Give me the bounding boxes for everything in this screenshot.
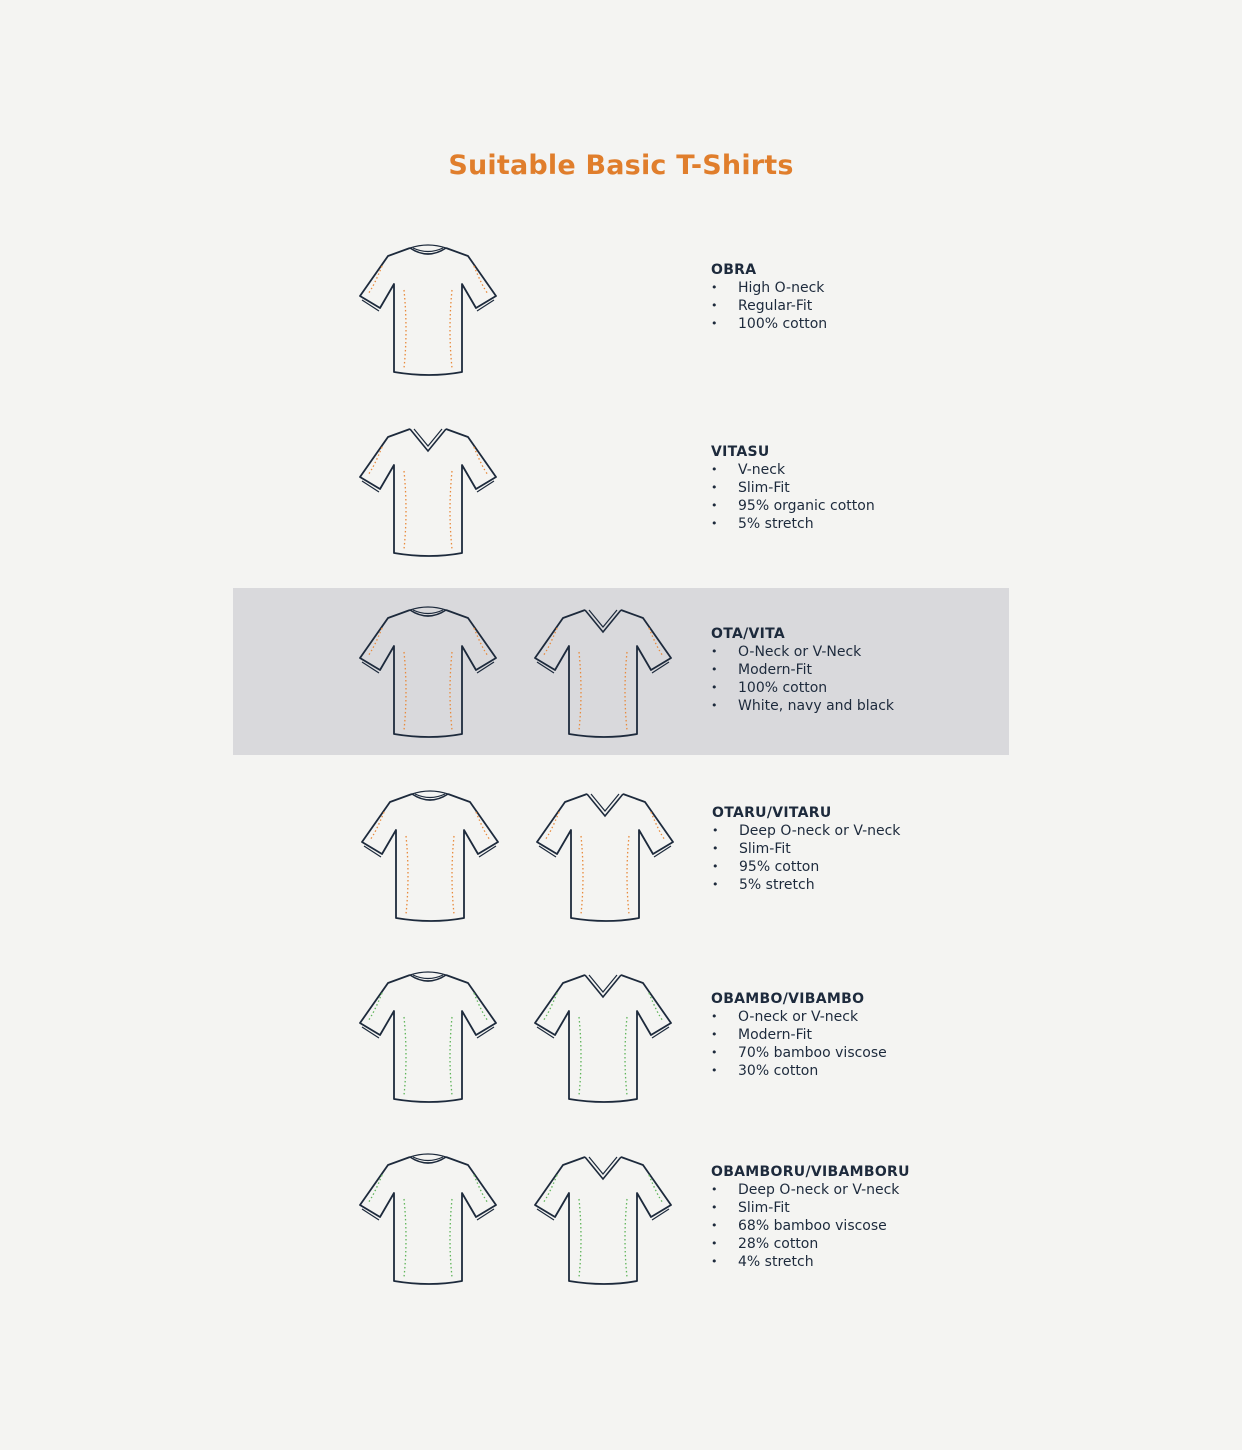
feature-item: • O-Neck or V-Neck	[711, 643, 894, 661]
feature-item: • Regular-Fit	[711, 297, 827, 315]
feature-item: • Slim-Fit	[711, 1199, 910, 1217]
feature-item: • Slim-Fit	[711, 479, 875, 497]
feature-item: • Modern-Fit	[711, 661, 894, 679]
feature-item: • 30% cotton	[711, 1062, 887, 1080]
model-row-obra	[233, 230, 1009, 390]
feature-item: • O-neck or V-neck	[711, 1008, 887, 1026]
feature-list	[711, 643, 894, 715]
model-info	[711, 443, 875, 533]
feature-item: • 5% stretch	[712, 876, 900, 894]
model-row-ota-vita	[233, 588, 1009, 755]
feature-item: • Deep O-neck or V-neck	[712, 822, 900, 840]
feature-list	[711, 461, 875, 533]
model-info	[711, 1163, 910, 1271]
v-neck-tshirt-icon	[528, 965, 678, 1105]
v-neck-tshirt-icon	[530, 784, 680, 924]
model-info	[711, 990, 887, 1080]
model-name: OTA/VITA	[711, 626, 786, 642]
feature-item: • 100% cotton	[711, 679, 894, 697]
feature-item: • White, navy and black	[711, 697, 894, 715]
model-row-obambo-vibambo	[233, 955, 1009, 1115]
feature-item: • 5% stretch	[711, 515, 875, 533]
o-neck-tshirt-icon	[353, 238, 503, 378]
v-neck-tshirt-icon	[353, 419, 503, 559]
feature-list	[711, 1181, 910, 1271]
o-neck-tshirt-icon	[353, 965, 503, 1105]
model-name: OBAMBORU/VIBAMBORU	[711, 1164, 910, 1180]
o-neck-tshirt-icon	[353, 1147, 503, 1287]
feature-list	[711, 1008, 887, 1080]
feature-item: • 4% stretch	[711, 1253, 910, 1271]
model-info	[712, 804, 900, 894]
model-name: VITASU	[711, 444, 770, 460]
model-row-otaru-vitaru	[233, 775, 1009, 935]
feature-item: • 28% cotton	[711, 1235, 910, 1253]
o-neck-tshirt-icon	[353, 600, 503, 740]
feature-item: • V-neck	[711, 461, 875, 479]
feature-item: • 70% bamboo viscose	[711, 1044, 887, 1062]
feature-item: • 100% cotton	[711, 315, 827, 333]
v-neck-tshirt-icon	[528, 1147, 678, 1287]
model-info	[711, 261, 827, 333]
o-neck-tshirt-icon	[355, 784, 505, 924]
feature-item: • Modern-Fit	[711, 1026, 887, 1044]
page-title: Suitable Basic T-Shirts	[448, 150, 794, 181]
feature-item: • Deep O-neck or V-neck	[711, 1181, 910, 1199]
feature-item: • 68% bamboo viscose	[711, 1217, 910, 1235]
model-info	[711, 625, 894, 715]
model-row-vitasu	[233, 410, 1009, 570]
feature-item: • High O-neck	[711, 279, 827, 297]
feature-list	[711, 279, 827, 333]
model-name: OBAMBO/VIBAMBO	[711, 991, 865, 1007]
model-row-obamboru-vibamboru	[233, 1135, 1009, 1300]
feature-item: • 95% cotton	[712, 858, 900, 876]
feature-list	[712, 822, 900, 894]
model-name: OBRA	[711, 262, 757, 278]
model-name: OTARU/VITARU	[712, 805, 832, 821]
v-neck-tshirt-icon	[528, 600, 678, 740]
feature-item: • 95% organic cotton	[711, 497, 875, 515]
feature-item: • Slim-Fit	[712, 840, 900, 858]
